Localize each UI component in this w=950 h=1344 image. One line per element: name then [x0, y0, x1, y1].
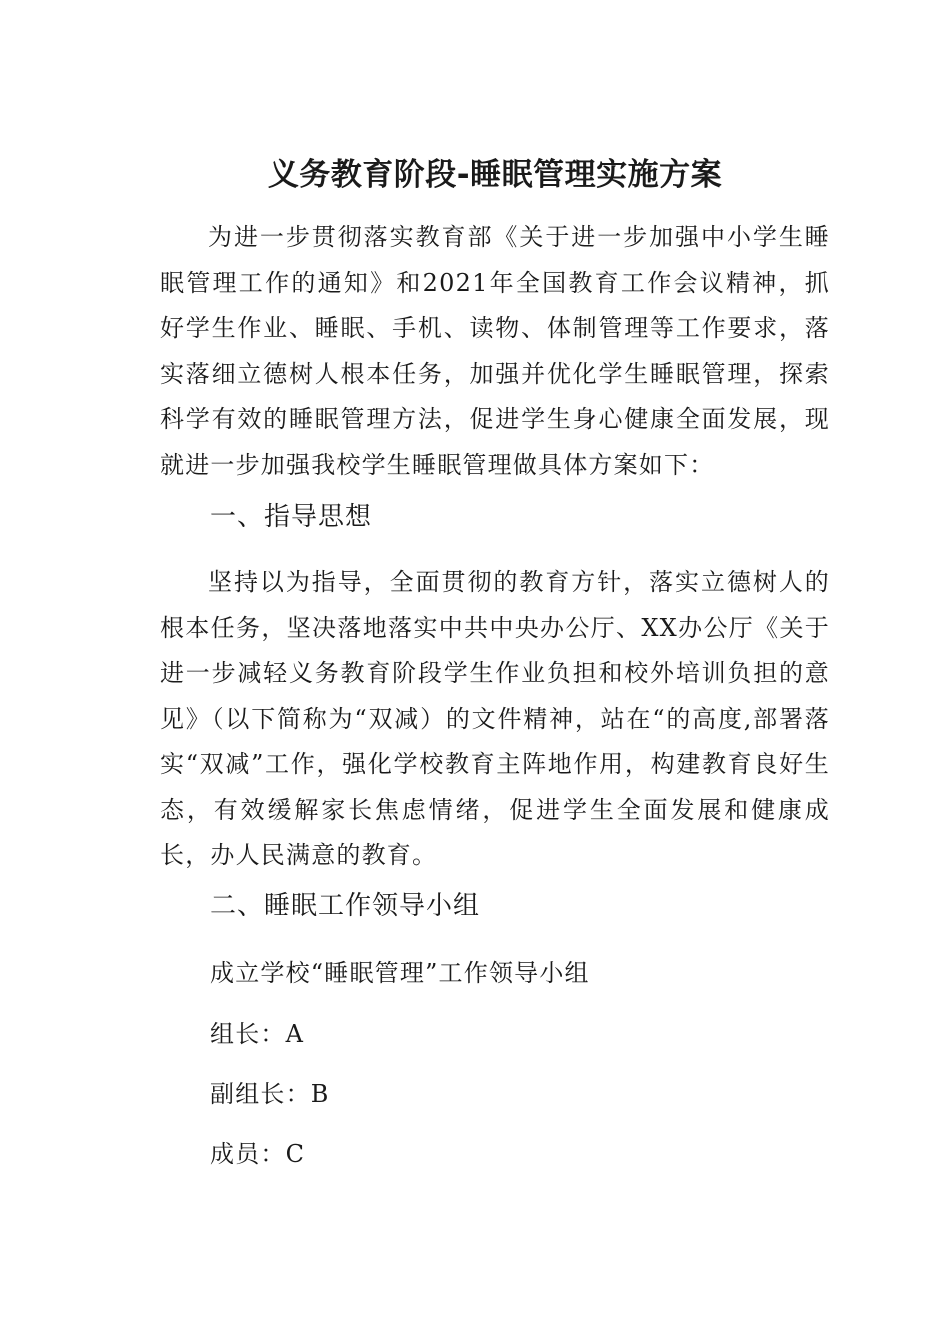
- section-heading-guiding-ideology: 一、指导思想: [210, 502, 373, 532]
- guiding-ideology-paragraph: 坚持以为指导，全面贯彻的教育方针，落实立德树人的根本任务，坚决落地落实中共中央办公厅、XX办公厅《关于进一步减轻义务教育阶段学生作业负担和校外培训负担的意见》（以下简称为“双减）的文件精神，站在“的高度,部署落实“双减”工作，强化学校教育主阵地作用，构建教育良好生态，有效缓解家长焦虑情绪，促进学生全面发展和健康成长，办人民满意的教育。: [160, 568, 830, 869]
- deputy-leader-line: 副组长：B: [210, 1080, 330, 1108]
- leadership-group-statement: 成立学校“睡眠管理”工作领导小组: [210, 959, 590, 987]
- document-title: 义务教育阶段-睡眠管理实施方案: [267, 157, 723, 193]
- intro-paragraph: 为进一步贯彻落实教育部《关于进一步加强中小学生睡眠管理工作的通知》和2021年全国教育工作会议精神，抓好学生作业、睡眠、手机、读物、体制管理等工作要求，落实落细立德树人根本任务，加强并优化学生睡眠管理，探索科学有效的睡眠管理方法，促进学生身心健康全面发展，现就进一步加强我校学生睡眠管理做具体方案如下：: [160, 223, 830, 479]
- group-leader-line: 组长：A: [210, 1020, 305, 1048]
- members-line: 成员：C: [210, 1140, 306, 1168]
- section-heading-leadership-group: 二、睡眠工作领导小组: [210, 891, 481, 921]
